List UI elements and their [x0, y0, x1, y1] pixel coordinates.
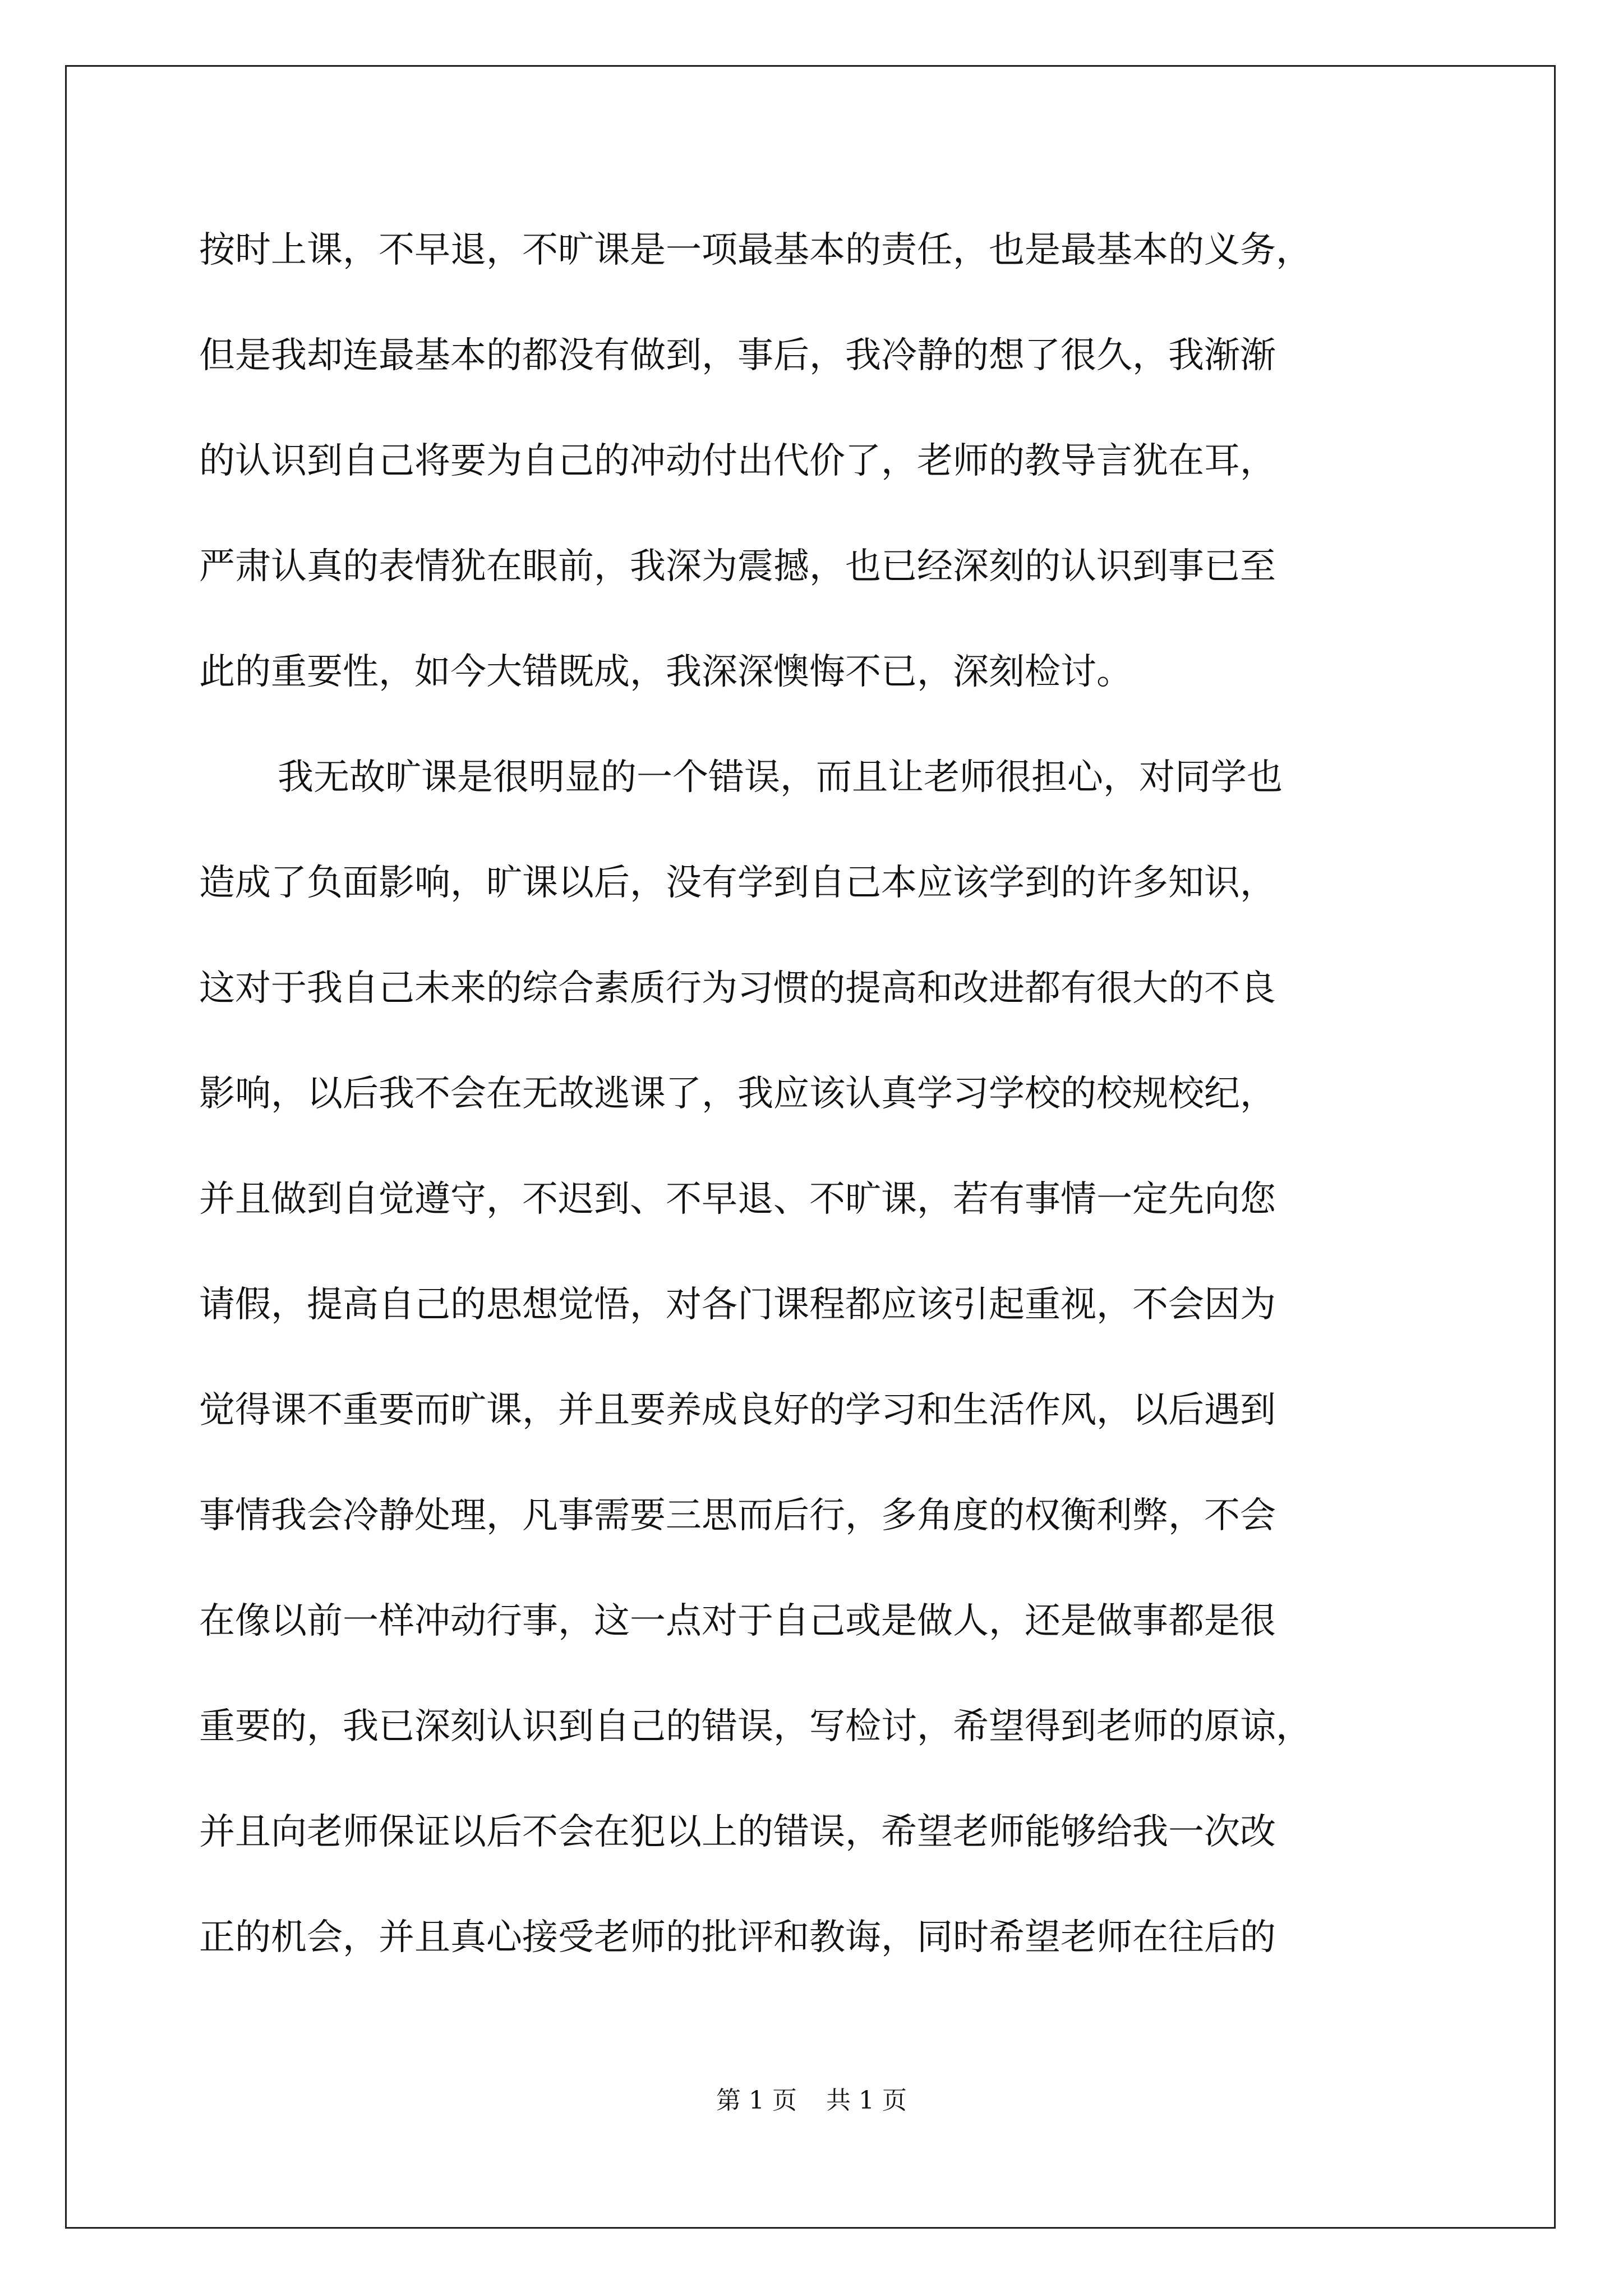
- text-line: 这对于我自己未来的综合素质行为习惯的提高和改进都有很大的不良: [199, 968, 1276, 1009]
- text-line: 按时上课，不早退，不旷课是一项最基本的责任，也是最基本的义务，: [199, 229, 1312, 271]
- document-body: [199, 197, 1433, 1990]
- page-total: 共 1 页: [826, 2086, 907, 2115]
- text-line: 严肃认真的表情犹在眼前，我深为震撼，也已经深刻的认识到事已至: [199, 546, 1276, 587]
- page-footer: [0, 2084, 1623, 2118]
- text-line: 的认识到自己将要为自己的冲动付出代价了，老师的教导言犹在耳，: [199, 440, 1276, 482]
- text-line: 事情我会冷静处理，凡事需要三思而后行，多角度的权衡利弊，不会: [199, 1495, 1276, 1536]
- text-line: 此的重要性，如今大错既成，我深深懊悔不已，深刻检讨。: [199, 651, 1132, 693]
- text-line: 影响，以后我不会在无故逃课了，我应该认真学习学校的校规校纪，: [199, 1073, 1276, 1115]
- text-line: 造成了负面影响，旷课以后，没有学到自己本应该学到的许多知识，: [199, 862, 1276, 904]
- text-line: 觉得课不重要而旷课，并且要养成良好的学习和生活作风，以后遇到: [199, 1389, 1276, 1431]
- text-line: 重要的，我已深刻认识到自己的错误，写检讨，希望得到老师的原谅，: [199, 1706, 1312, 1747]
- text-line: 请假，提高自己的思想觉悟，对各门课程都应该引起重视，不会因为: [199, 1284, 1276, 1326]
- paragraph-first-line: 我无故旷课是很明显的一个错误，而且让老师很担心，对同学也: [278, 757, 1283, 798]
- page-number: 第 1 页: [716, 2086, 797, 2115]
- text-line: 并且向老师保证以后不会在犯以上的错误，希望老师能够给我一次改: [199, 1811, 1276, 1853]
- text-line: 但是我却连最基本的都没有做到，事后，我冷静的想了很久，我渐渐: [199, 335, 1276, 376]
- text-line: 在像以前一样冲动行事，这一点对于自己或是做人，还是做事都是很: [199, 1600, 1276, 1642]
- text-line: 正的机会，并且真心接受老师的批评和教诲，同时希望老师在往后的: [199, 1917, 1276, 1958]
- text-line: 并且做到自觉遵守，不迟到、不早退、不旷课，若有事情一定先向您: [199, 1179, 1276, 1220]
